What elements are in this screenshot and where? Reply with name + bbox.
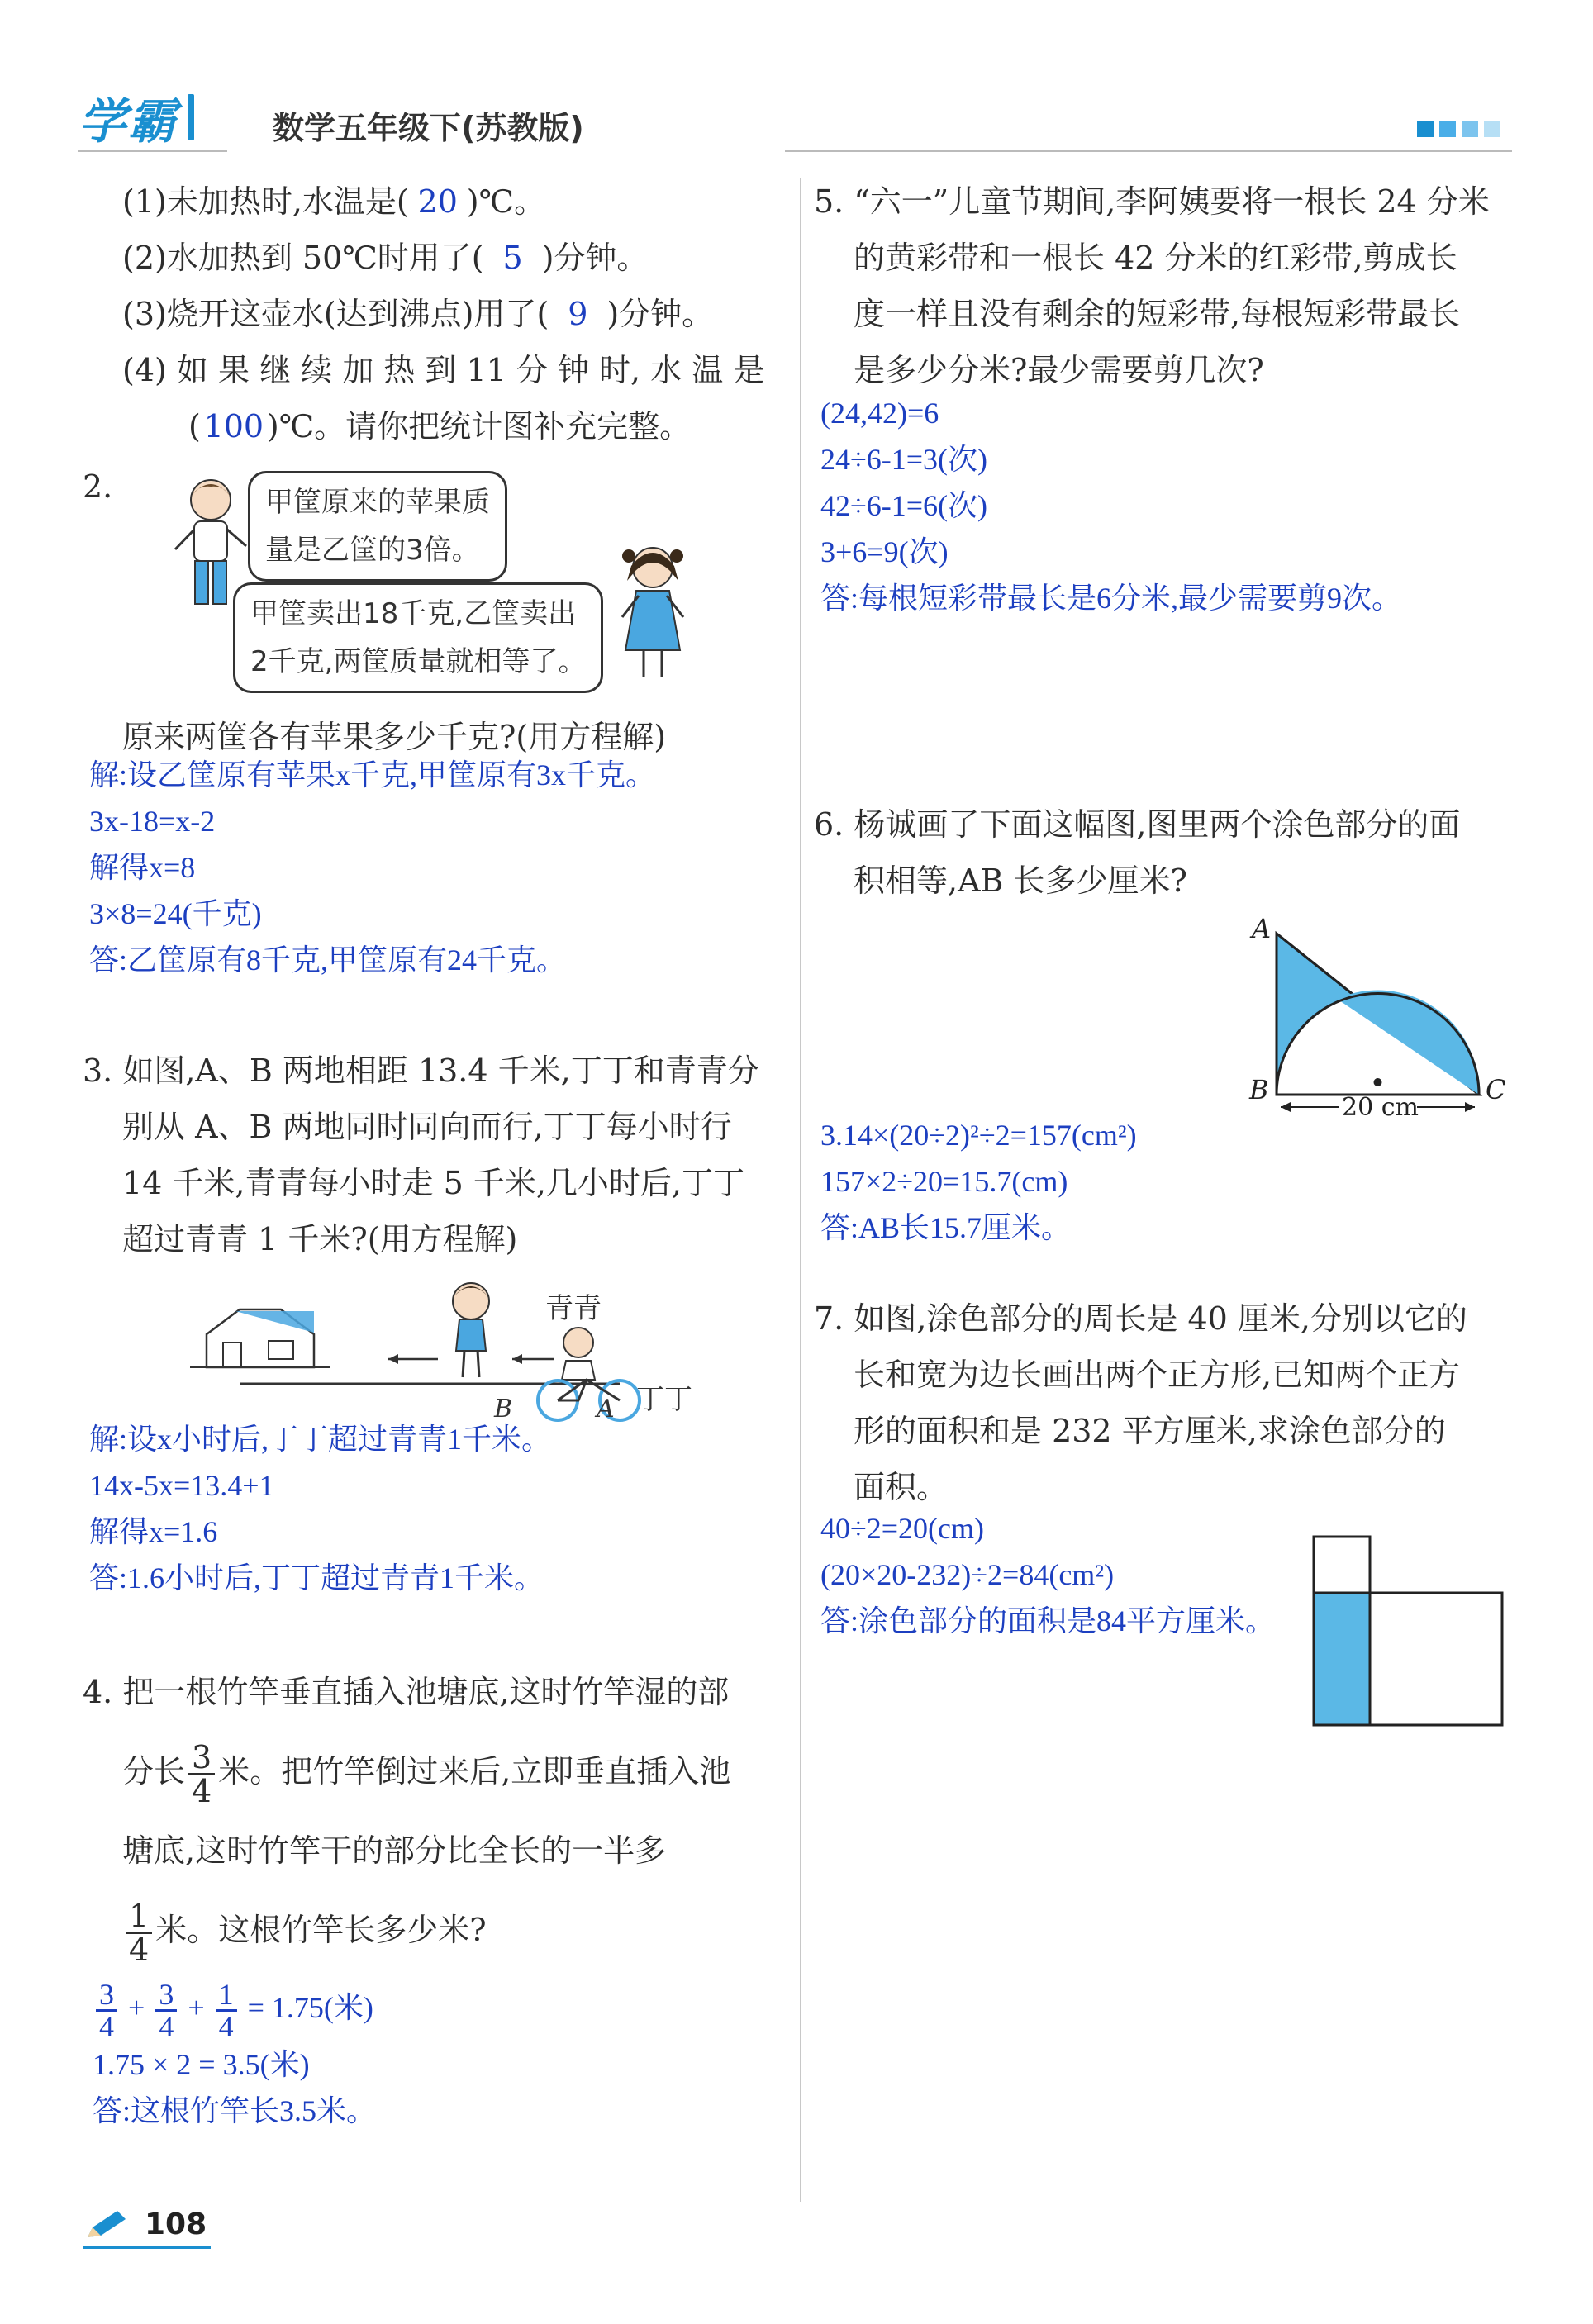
fraction: $\frac{3}{4}$: [96, 1979, 117, 2041]
label-point-b: B: [494, 1395, 513, 1423]
q6-line: 6. 杨诚画了下面这幅图,图里两个涂色部分的面: [814, 806, 1461, 843]
shaded-rectangle: [1314, 1593, 1370, 1725]
label-point-c: C: [1486, 1074, 1506, 1105]
question-5: [814, 173, 1490, 398]
q1-part4-cont: (100)℃。请你把统计图补充完整。: [122, 398, 764, 454]
q7-line: 面积。: [854, 1469, 949, 1505]
answer-line: 答:这根竹竿长3.5米。: [93, 2094, 377, 2128]
answer-line: 40÷2=20(cm): [820, 1512, 985, 1545]
logo-divider: [188, 94, 194, 140]
answer-line: 解:设x小时后,丁丁超过青青1千米。: [89, 1423, 552, 1456]
q1-part4: (4) 如 果 继 续 加 热 到 11 分 钟 时, 水 温 是: [122, 352, 765, 388]
answer-line: 3x-18=x-2: [89, 805, 216, 838]
fraction: $\frac{3}{4}$: [188, 1742, 215, 1807]
q5-line: 5. “六一”儿童节期间,李阿姨要将一根长 24 分米: [814, 183, 1490, 220]
brand-logo: [78, 83, 194, 152]
answer-line: 157×2÷20=15.7(cm): [820, 1165, 1068, 1198]
fraction: $\frac{1}{4}$: [126, 1900, 152, 1965]
answer-line: $\frac{3}{4}$ + $\frac{3}{4}$ + $\frac{1}{4}$ = 1.75(米): [93, 1976, 376, 2041]
header-decoration-squares: [1417, 121, 1500, 137]
bubble-line: 甲筐卖出18千克,乙筐卖出: [250, 597, 577, 630]
page-number-underline: [83, 2246, 211, 2249]
q1-answer-blank: 20: [417, 183, 458, 220]
label-dingding: 丁丁: [636, 1383, 692, 1416]
q3-line: 超过青青 1 千米?(用方程解): [122, 1221, 518, 1257]
decor-square: [1439, 121, 1456, 137]
question-4: [83, 1652, 730, 1970]
q3-answer: [89, 1416, 551, 1601]
answer-line: 24÷6-1=3(次): [820, 443, 988, 476]
speech-bubble-boy: [248, 471, 507, 582]
bubble-line: 量是乙筐的3倍。: [265, 534, 480, 567]
question-7: [814, 1290, 1467, 1515]
q2-answer: [89, 752, 655, 983]
label-qingqing: 青青: [545, 1292, 602, 1325]
answer-line: 答:1.6小时后,丁丁超过青青1千米。: [89, 1561, 544, 1594]
q5-line: 度一样且没有剩余的短彩带,每根短彩带最长: [854, 296, 1461, 332]
q1-answer-blank: 9: [568, 296, 588, 332]
answer-line: 3.14×(20÷2)²÷2=157(cm²): [820, 1119, 1137, 1152]
q1-part3: (3)烧开这壶水(达到沸点)用了( 9 )分钟。: [122, 286, 764, 342]
answer-line: 答:乙筐原有8千克,甲筐原有24千克。: [89, 943, 567, 977]
answer-line: 答:每根短彩带最长是6分米,最少需要剪9次。: [820, 582, 1402, 615]
small-square: [1314, 1537, 1370, 1593]
label-point-a: A: [1252, 913, 1272, 944]
answer-line: 14x-5x=13.4+1: [89, 1469, 274, 1502]
q3-line: 3. 如图,A、B 两地相距 13.4 千米,丁丁和青青分: [83, 1053, 759, 1089]
question-3: [83, 1043, 759, 1267]
label-point-b: B: [1249, 1074, 1269, 1105]
q7-answer: [820, 1505, 1275, 1644]
q6-line: 积相等,AB 长多少厘米?: [854, 863, 1187, 899]
q2-number: 2.: [83, 468, 113, 505]
book-title: 数学五年级下(苏教版): [273, 110, 584, 146]
question-6: [814, 796, 1460, 909]
q1-part1: (1)未加热时,水温是( 20 )℃。: [122, 173, 764, 230]
q1-answer-blank: 100: [203, 408, 264, 444]
q4-line: 4. 把一根竹竿垂直插入池塘底,这时竹竿湿的部: [83, 1674, 730, 1710]
logo-text: 学霸: [78, 93, 178, 150]
q7-line: 7. 如图,涂色部分的周长是 40 厘米,分别以它的: [814, 1300, 1468, 1337]
arrow-left-icon: [512, 1354, 522, 1364]
girl-illustration: [607, 541, 698, 686]
q6-answer: [820, 1112, 1137, 1251]
q7-line: 长和宽为边长画出两个正方形,已知两个正方: [854, 1357, 1461, 1393]
answer-line: 解得x=1.6: [89, 1515, 218, 1548]
answer-line: 答:AB长15.7厘米。: [820, 1211, 1072, 1244]
page-number: 108: [145, 2208, 207, 2241]
answer-line: 42÷6-1=6(次): [820, 489, 988, 522]
decor-square: [1417, 121, 1434, 137]
q7-line: 形的面积和是 232 平方厘米,求涂色部分的: [854, 1413, 1446, 1449]
bubble-line: 甲筐原来的苹果质: [265, 486, 490, 519]
q4-line: 分长 $\frac{3}{4}$ 米。把竹竿倒过来后,立即垂直插入池: [122, 1739, 731, 1809]
fraction: $\frac{1}{4}$: [216, 1979, 237, 2041]
q4-line: $\frac{1}{4}$ 米。这根竹竿长多少米?: [83, 1890, 730, 1970]
q4-answer: [93, 1976, 376, 2134]
decor-square: [1484, 121, 1500, 137]
q1-part2: (2)水加热到 50℃时用了( 5 )分钟。: [122, 230, 764, 286]
answer-line: (20×20-232)÷2=84(cm²): [820, 1558, 1115, 1591]
answer-line: 解得x=8: [89, 851, 196, 884]
dingding-bicycle-figure: [538, 1328, 640, 1420]
pencil-icon: [83, 2208, 132, 2242]
large-square: [1370, 1593, 1502, 1725]
header-rule: [785, 150, 1512, 152]
q3-line: 14 千米,青青每小时走 5 千米,几小时后,丁丁: [122, 1165, 745, 1201]
qingqing-figure: [453, 1283, 489, 1377]
decor-square: [1462, 121, 1478, 137]
q5-line: 是多少分米?最少需要剪几次?: [854, 352, 1264, 388]
answer-line: 3+6=9(次): [820, 535, 949, 568]
bubble-line: 2千克,两筐质量就相等了。: [250, 645, 587, 678]
q4-line: 塘底,这时竹竿干的部分比全长的一半多: [122, 1832, 667, 1869]
q6-geometry-figure: [1239, 909, 1537, 1132]
fraction: $\frac{3}{4}$: [155, 1979, 177, 2041]
answer-line: (24,42)=6: [820, 397, 939, 430]
answer-line: 答:涂色部分的面积是84平方厘米。: [820, 1604, 1276, 1637]
answer-line: 1.75 × 2 = 3.5(米): [93, 2048, 310, 2082]
q2-question: 原来两筐各有苹果多少千克?(用方程解): [122, 719, 667, 755]
column-divider: [800, 178, 801, 2202]
label-point-a: A: [597, 1395, 615, 1423]
q7-squares-figure: [1305, 1533, 1512, 1731]
header-rule-left: [78, 150, 227, 152]
arrow-left-icon: [388, 1354, 398, 1364]
q1-answer-blank: 5: [502, 240, 523, 276]
question-1-parts: [122, 173, 764, 454]
q3-line: 别从 A、B 两地同时同向而行,丁丁每小时行: [122, 1109, 732, 1145]
answer-line: 解:设乙筐原有苹果x千克,甲筐原有3x千克。: [89, 758, 656, 791]
speech-bubble-girl: [233, 582, 603, 693]
q5-answer: [820, 390, 1401, 621]
q3-travel-diagram: [190, 1268, 735, 1425]
label-length: 20 cm: [1342, 1093, 1419, 1122]
q5-line: 的黄彩带和一根长 42 分米的红彩带,剪成长: [854, 240, 1457, 276]
house-icon: [190, 1309, 330, 1367]
answer-line: 3×8=24(千克): [89, 897, 262, 930]
